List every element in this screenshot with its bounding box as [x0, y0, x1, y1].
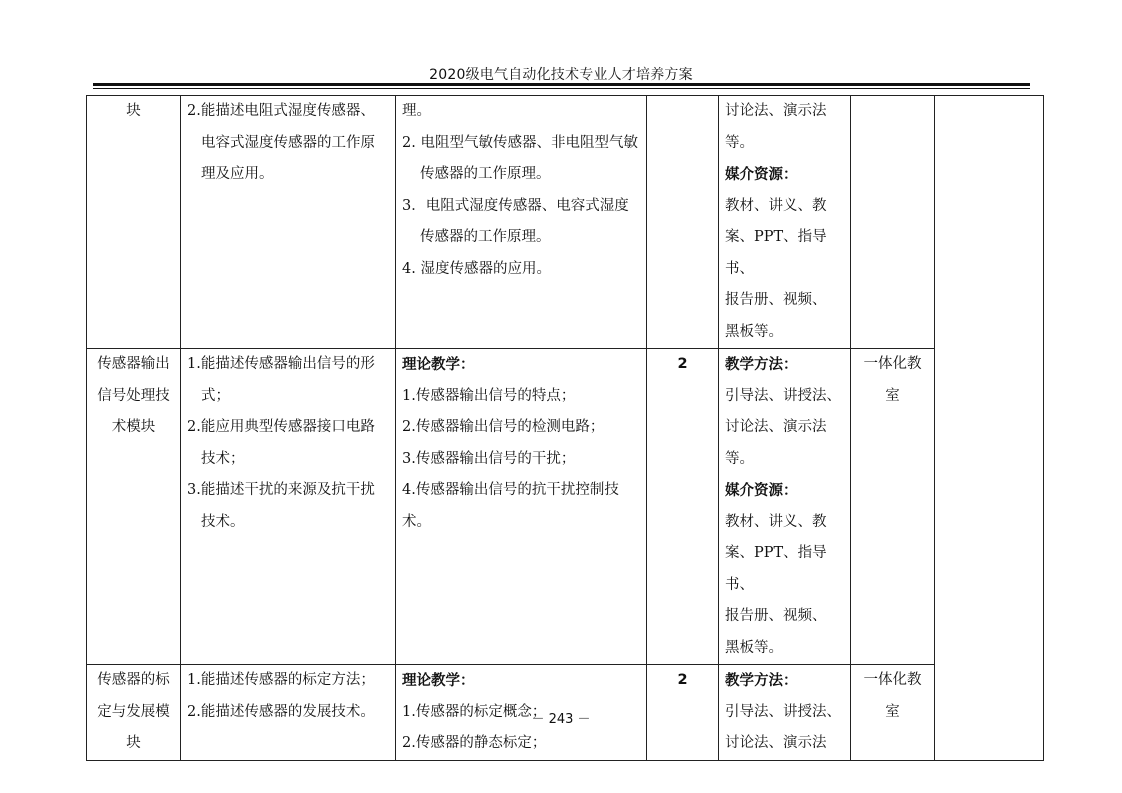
- method-line: 等。: [725, 450, 754, 467]
- content-item: 1.传感器的标定概念；: [402, 703, 547, 720]
- header-rule-thick: [93, 83, 1030, 86]
- venue-value: 一体化教室: [863, 356, 922, 404]
- method-line: 黑板等。: [725, 639, 783, 656]
- objective-item: 1.能描述传感器的标定方法；: [187, 672, 375, 688]
- objective-item: 2.能描述电阻式湿度传感器、电容式湿度传感器的工作原理及应用。: [187, 103, 375, 182]
- hours-value: 2: [677, 356, 688, 372]
- content-item: 1.传感器输出信号的特点；: [402, 387, 576, 404]
- page-header-title: 2020级电气自动化技术专业人才培养方案: [429, 67, 693, 83]
- method-heading: 媒介资源：: [725, 482, 798, 499]
- module-name: 传感器的标定与发展模块: [97, 672, 170, 751]
- content-item: 2. 电阻型气敏传感器、非电阻型气敏传感器的工作原理。: [402, 134, 638, 182]
- venue-cell: [851, 96, 935, 349]
- hours-value: 2: [677, 672, 688, 688]
- objective-item: 3.能描述干扰的来源及抗干扰技术。: [187, 482, 375, 530]
- content-cell: [396, 96, 647, 349]
- page-number: － 243 －: [531, 712, 591, 727]
- module-cell: [87, 349, 181, 665]
- remarks-cell: [935, 96, 1044, 761]
- methods-cell: [719, 96, 851, 349]
- method-heading: 媒介资源：: [725, 166, 798, 183]
- content-cell: [396, 349, 647, 665]
- method-line: 讨论法、演示法: [725, 735, 827, 751]
- content-item: 4.传感器输出信号的抗干扰控制技术。: [402, 482, 619, 530]
- method-line: 讨论法、演示法: [725, 103, 827, 119]
- method-line: 引导法、讲授法、: [725, 703, 841, 720]
- objective-item: 2.能描述传感器的发展技术。: [187, 703, 375, 720]
- objectives-cell: [181, 349, 396, 665]
- content-item: 2.传感器的静态标定；: [402, 735, 547, 751]
- method-line: 引导法、讲授法、: [725, 387, 841, 404]
- venue-cell: [851, 349, 935, 665]
- method-line: 黑板等。: [725, 323, 783, 340]
- content-item: 3．电阻式湿度传感器、电容式湿度传感器的工作原理。: [402, 197, 629, 245]
- venue-value: 一体化教室: [863, 672, 922, 720]
- objectives-cell: [181, 96, 396, 349]
- hours-cell: [647, 349, 719, 665]
- content-item: 理。: [402, 103, 431, 119]
- content-item: 4. 湿度传感器的应用。: [402, 260, 551, 277]
- content-heading: 理论教学：: [402, 356, 475, 373]
- method-line: 教材、讲义、教: [725, 197, 827, 214]
- method-line: 案、PPT、指导书、: [725, 229, 827, 277]
- method-line: 教材、讲义、教: [725, 513, 827, 530]
- module-name: 块: [126, 103, 141, 119]
- hours-cell: [647, 96, 719, 349]
- method-line: 案、PPT、指导书、: [725, 545, 827, 593]
- objective-item: 1.能描述传感器输出信号的形式；: [187, 356, 375, 404]
- header-rule-thin: [93, 88, 1030, 89]
- method-line: 报告册、视频、: [725, 608, 827, 624]
- method-line: 报告册、视频、: [725, 292, 827, 308]
- content-heading: 理论教学：: [402, 672, 475, 689]
- table-row: [87, 349, 1044, 665]
- content-item: 2.传感器输出信号的检测电路；: [402, 419, 605, 435]
- method-heading: 教学方法：: [725, 356, 798, 373]
- module-cell: [87, 96, 181, 349]
- objective-item: 2.能应用典型传感器接口电路技术；: [187, 419, 375, 467]
- method-heading: 教学方法：: [725, 672, 798, 689]
- method-line: 等。: [725, 134, 754, 151]
- table-row: [87, 96, 1044, 349]
- methods-cell: [719, 349, 851, 665]
- content-item: 3.传感器输出信号的干扰；: [402, 450, 576, 467]
- method-line: 讨论法、演示法: [725, 419, 827, 435]
- curriculum-table: [86, 95, 1044, 761]
- module-name: 传感器输出信号处理技术模块: [97, 356, 170, 435]
